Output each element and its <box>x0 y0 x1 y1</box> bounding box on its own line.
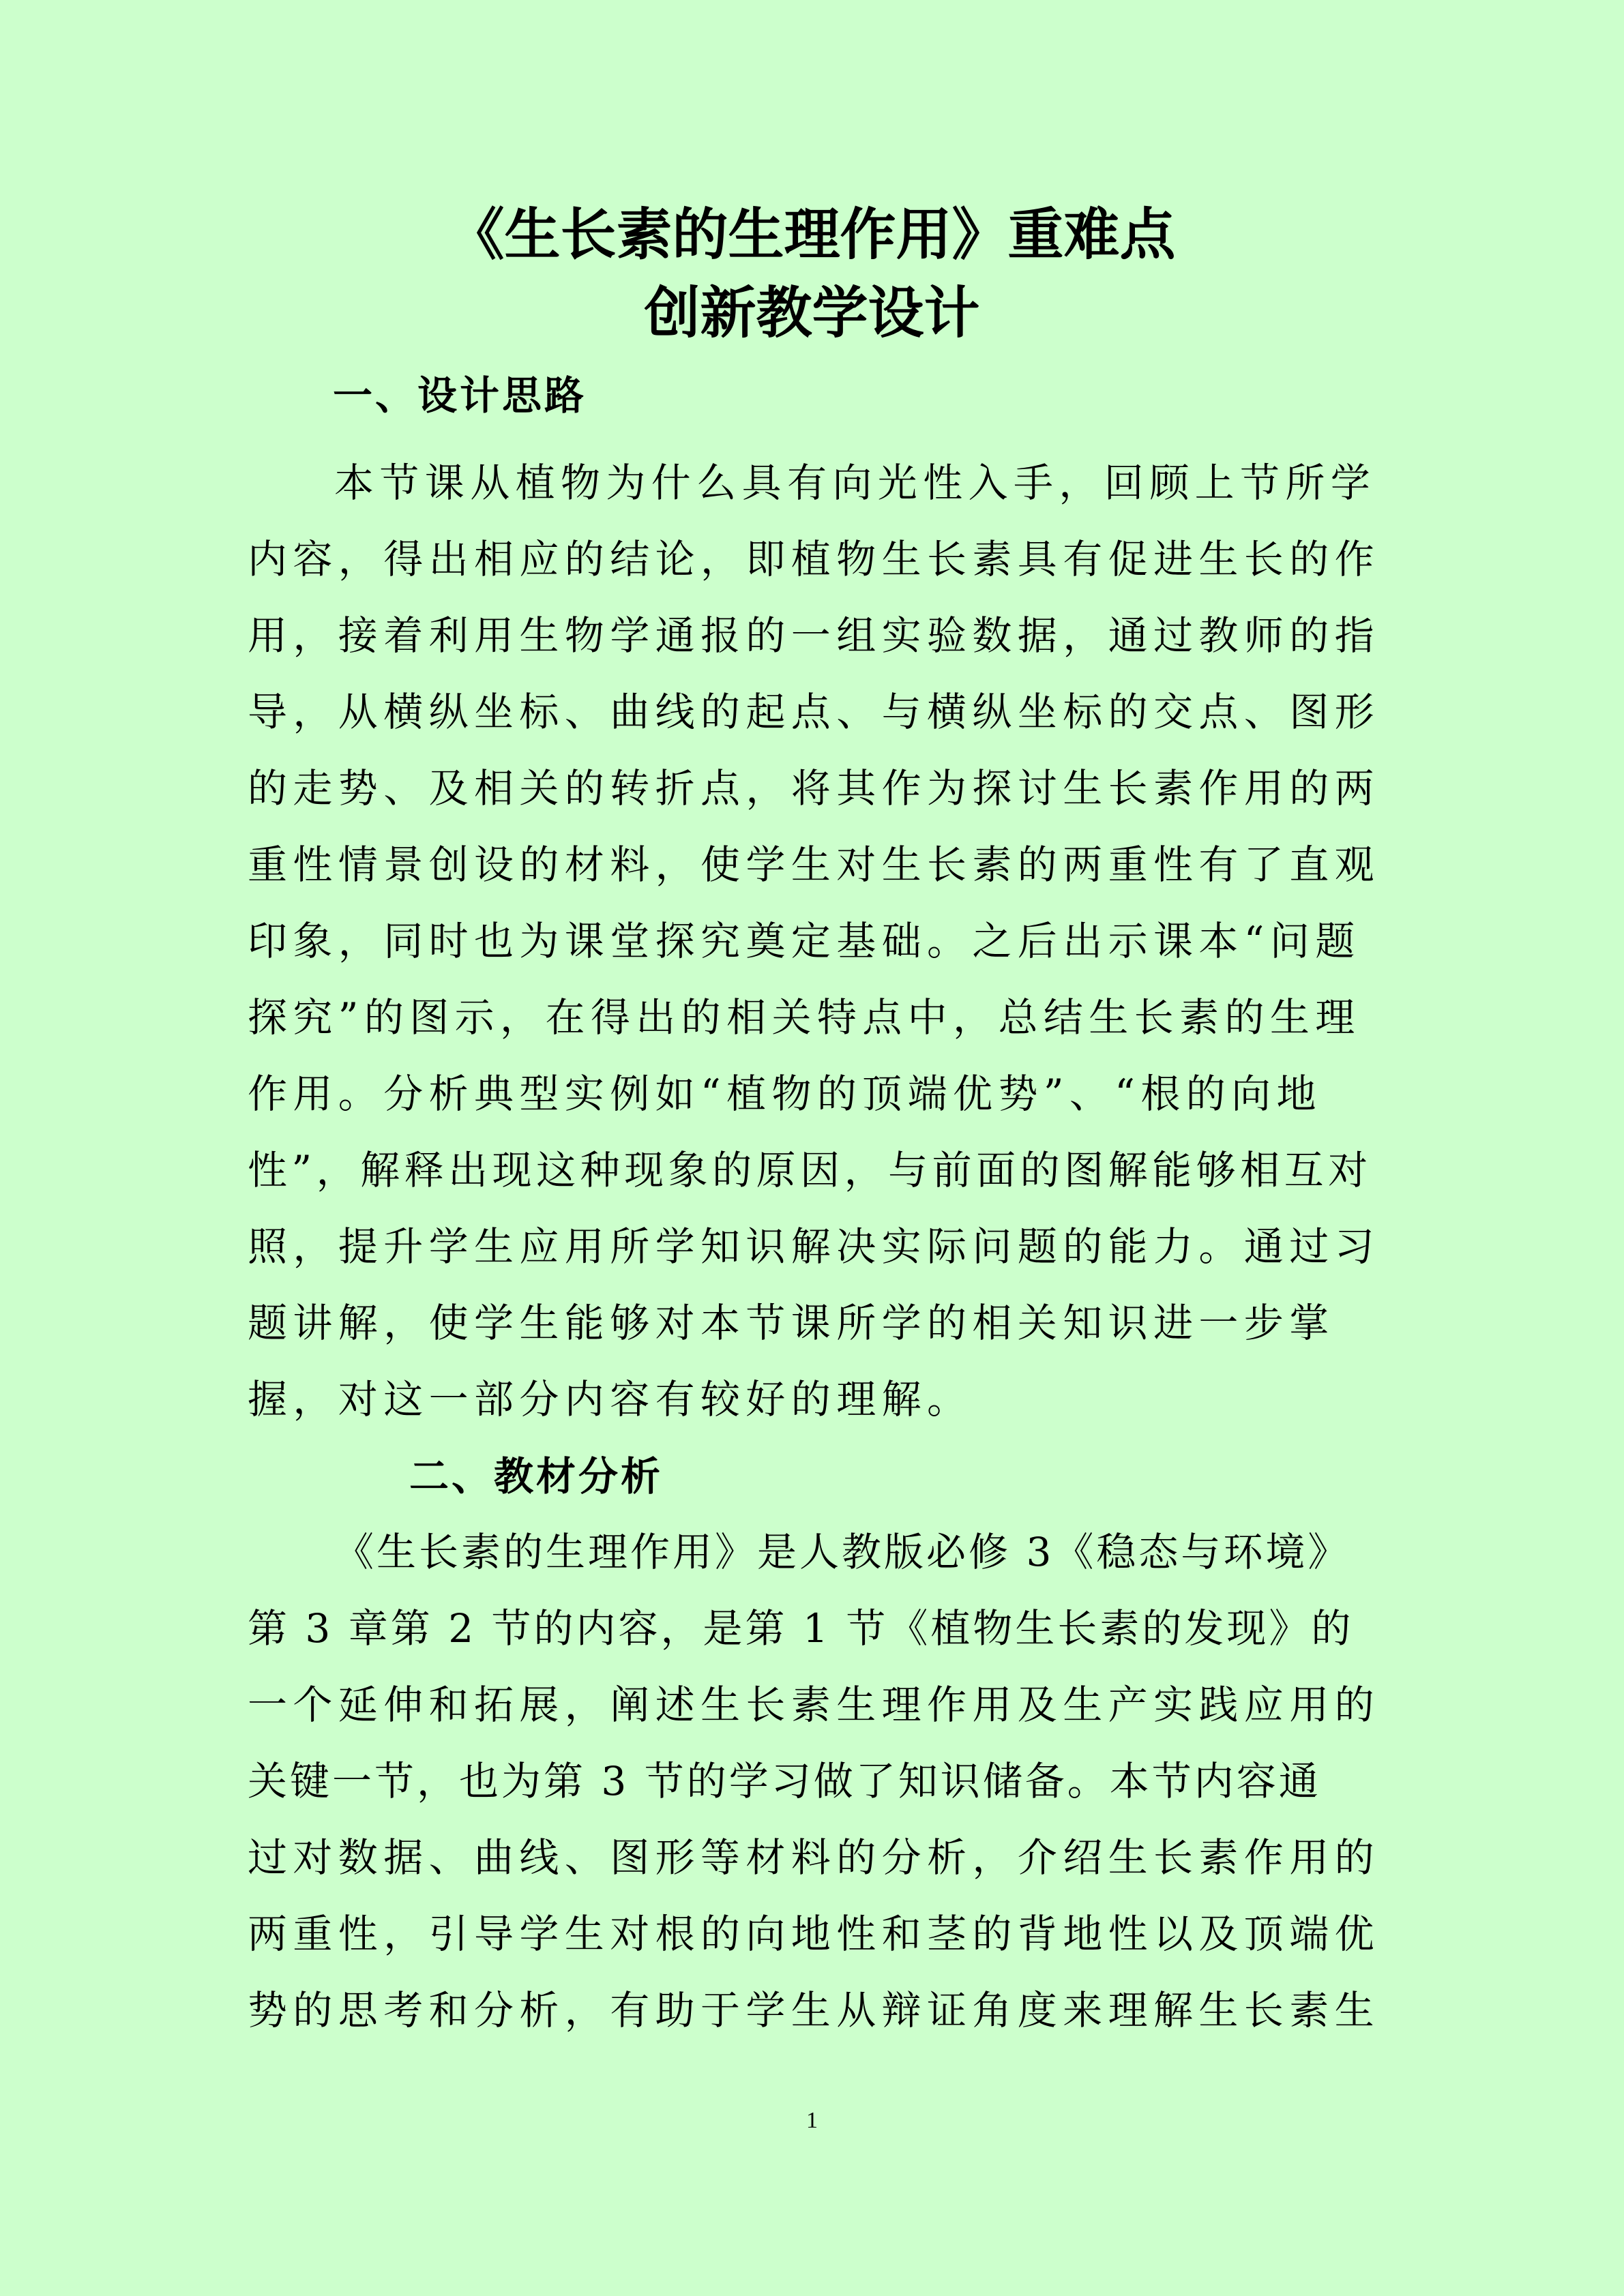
document-title-line-2: 创新教学设计 <box>644 281 980 346</box>
section-heading-design-idea: 一、设计思路 <box>333 372 587 419</box>
paragraph-line: 本节课从植物为什么具有向光性入手，回顾上节所学 <box>334 460 1376 506</box>
paragraph-line: 导，从横纵坐标、曲线的起点、与横纵坐标的交点、图形 <box>248 689 1381 735</box>
paragraph-line: 关键一节，也为第 3 节的学习做了知识储备。本节内容通 <box>248 1758 1321 1804</box>
paragraph-line: 两重性，引导学生对根的向地性和茎的背地性以及顶端优 <box>248 1911 1381 1957</box>
page-number: 1 <box>806 2108 818 2133</box>
paragraph-line: 握，对这一部分内容有较好的理解。 <box>248 1376 973 1422</box>
paragraph-line: 第 3 章第 2 节的内容，是第 1 节《植物生长素的发现》的 <box>248 1605 1354 1652</box>
paragraph-line: 重性情景创设的材料，使学生对生长素的两重性有了直观 <box>248 841 1381 888</box>
paragraph-line: 性”，解释出现这种现象的原因，与前面的图解能够相互对 <box>248 1147 1372 1193</box>
paragraph-line: 照，提升学生应用所学知识解决实际问题的能力。通过习 <box>248 1223 1381 1270</box>
paragraph-line: 用，接着利用生物学通报的一组实验数据，通过教师的指 <box>248 612 1381 659</box>
paragraph-line: 内容，得出相应的结论，即植物生长素具有促进生长的作 <box>248 536 1381 582</box>
paragraph-line: 过对数据、曲线、图形等材料的分析，介绍生长素作用的 <box>248 1834 1381 1881</box>
paragraph-line: 一个延伸和拓展，阐述生长素生理作用及生产实践应用的 <box>248 1682 1381 1728</box>
document-title-line-1: 《生长素的生理作用》重难点 <box>448 203 1176 267</box>
section-heading-textbook-analysis: 二、教材分析 <box>409 1453 664 1500</box>
paragraph-line: 探究”的图示，在得出的相关特点中，总结生长素的生理 <box>248 994 1361 1041</box>
paragraph-line: 作用。分析典型实例如“植物的顶端优势”、“根的向地 <box>248 1071 1322 1117</box>
paragraph-line: 势的思考和分析，有助于学生从辩证角度来理解生长素生 <box>248 1987 1381 2033</box>
paragraph-line: 题讲解，使学生能够对本节课所学的相关知识进一步掌 <box>248 1300 1335 1346</box>
paragraph-line: 《生长素的生理作用》是人教版必修 3《稳态与环境》 <box>334 1529 1350 1575</box>
paragraph-line: 印象，同时也为课堂探究奠定基础。之后出示课本“问题 <box>248 918 1361 964</box>
paragraph-line: 的走势、及相关的转折点，将其作为探讨生长素作用的两 <box>248 765 1381 811</box>
